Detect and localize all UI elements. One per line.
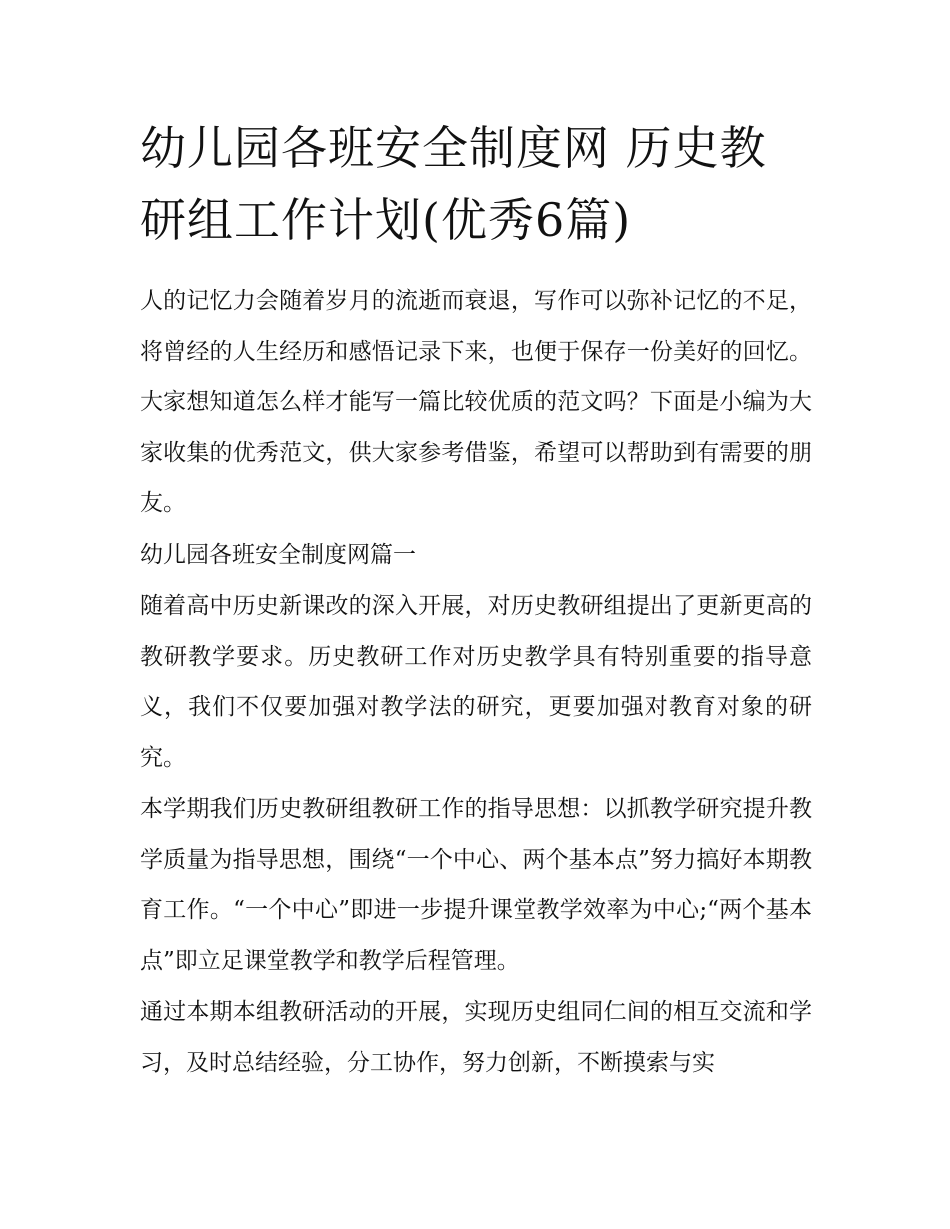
- body-paragraph: 随着高中历史新课改的深入开展，对历史教研组提出了更新更高的教研教学要求。历史教研工作对历史教学具有特别重要的指导意义，我们不仅要加强对教学法的研究，更要加强对教育对象的研究。: [140, 593, 812, 771]
- section-heading: 幼儿园各班安全制度网篇一: [140, 541, 416, 568]
- intro-paragraph: 人的记忆力会随着岁月的流逝而衰退，写作可以弥补记忆的不足，将曾经的人生经历和感悟记录下来，也便于保存一份美好的回忆。大家想知道怎么样才能写一篇比较优质的范文吗？下面是小编为大家收集的优秀范文，供大家参考借鉴，希望可以帮助到有需要的朋友。: [140, 288, 812, 516]
- body-paragraph: 本学期我们历史教研组教研工作的指导思想：以抓教学研究提升教学质量为指导思想，围绕“一个中心、两个基本点”努力搞好本期教育工作。“一个中心”即进一步提升课堂教学效率为中心;“两个基本点”即立足课堂教学和教学后程管理。: [140, 796, 812, 974]
- document-title: 幼儿园各班安全制度网 历史教研组工作计划(优秀6篇): [140, 121, 767, 247]
- body-paragraph: 通过本期本组教研活动的开展，实现历史组同仁间的相互交流和学习，及时总结经验，分工协作，努力创新，不断摸索与实: [140, 999, 812, 1076]
- document-body: [140, 112, 812, 1088]
